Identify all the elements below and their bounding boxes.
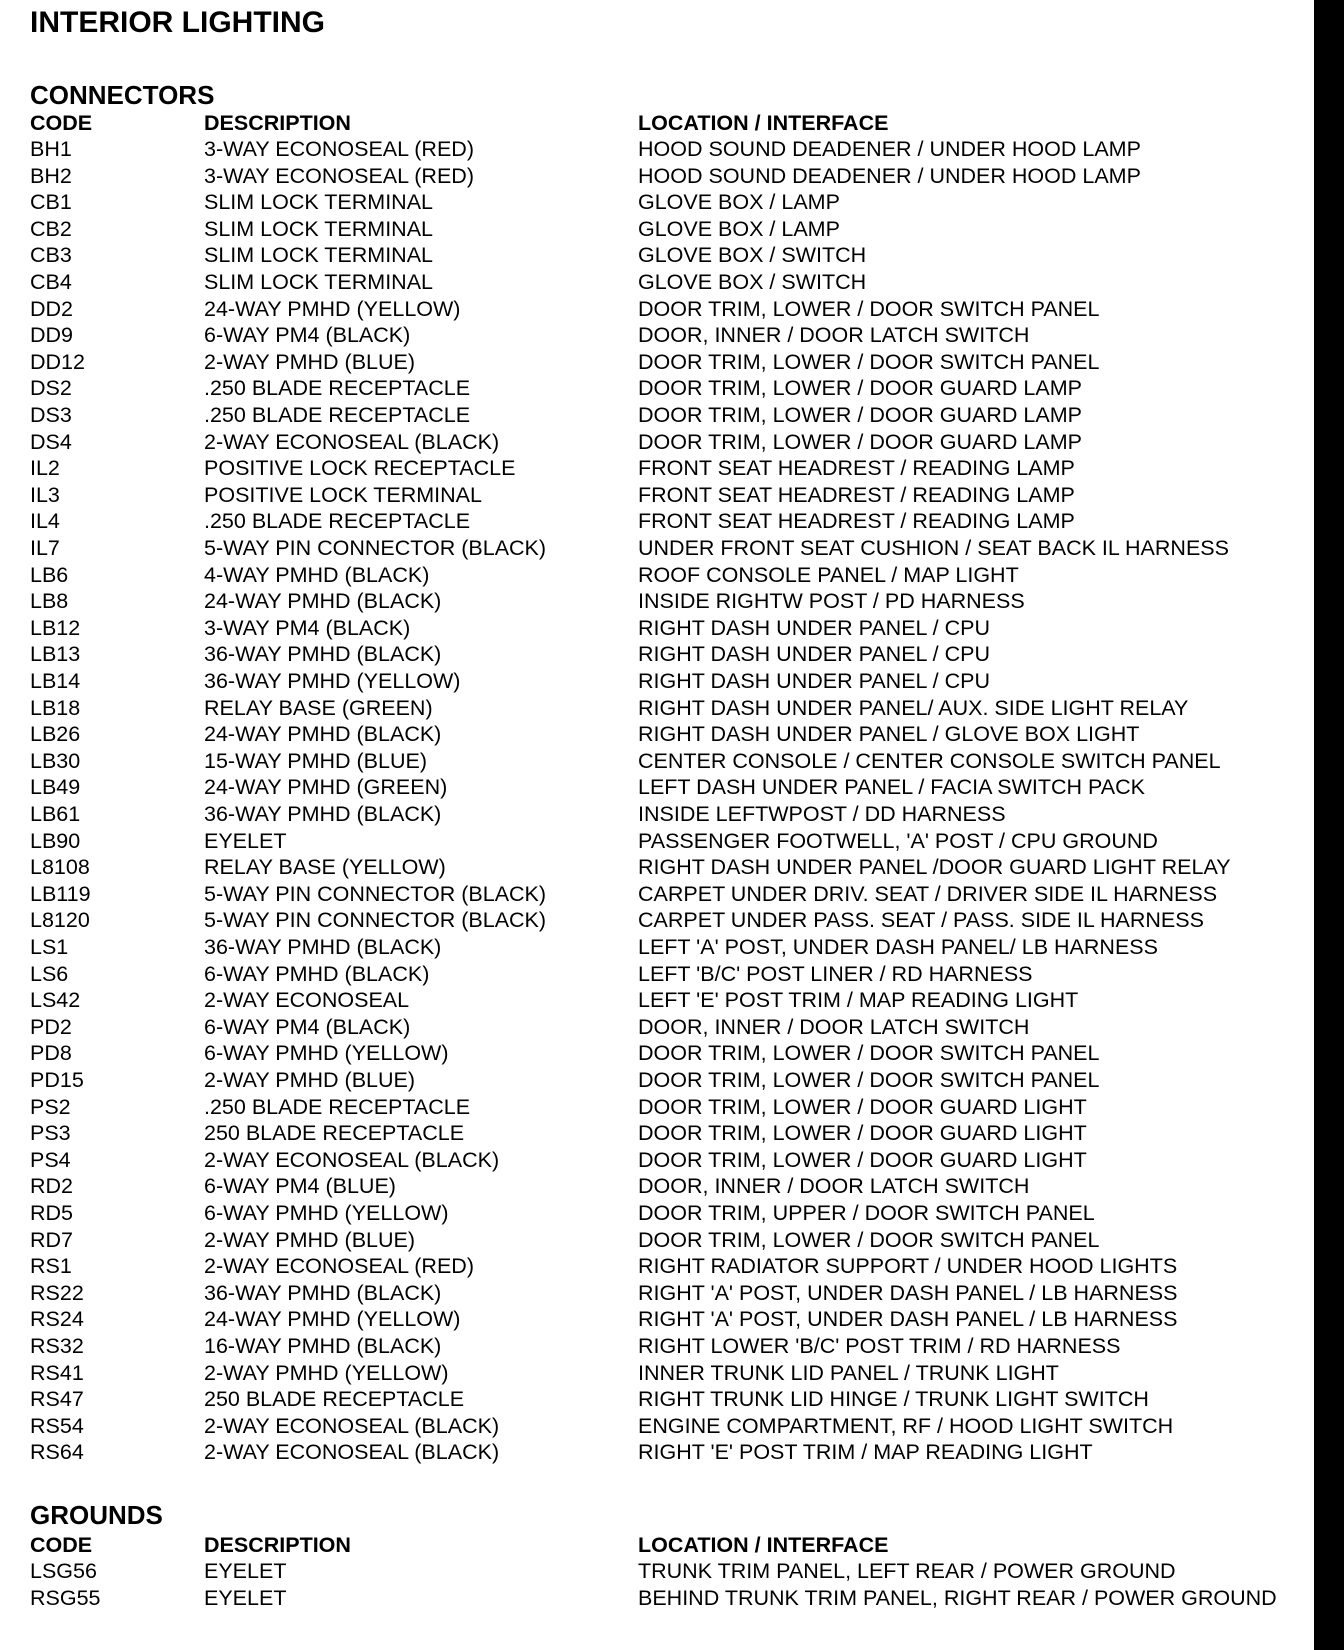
cell-location: DOOR TRIM, LOWER / DOOR SWITCH PANEL <box>638 349 1100 374</box>
cell-location: UNDER FRONT SEAT CUSHION / SEAT BACK IL HARNESS <box>638 536 1229 560</box>
table-row <box>30 1413 1310 1440</box>
cell-location: DOOR TRIM, LOWER / DOOR GUARD LAMP <box>638 376 1082 401</box>
cell-code: BH2 <box>30 163 72 188</box>
table-row <box>30 1585 1310 1612</box>
cell-location: CARPET UNDER DRIV. SEAT / DRIVER SIDE IL HARNESS <box>638 881 1218 906</box>
cell-location: INSIDE RIGHTW POST / PD HARNESS <box>638 589 1025 614</box>
cell-description: 6-WAY PM4 (BLACK) <box>204 323 411 348</box>
cell-location: RIGHT DASH UNDER PANEL / CPU <box>638 615 991 640</box>
cell-location: GLOVE BOX / LAMP <box>638 216 840 241</box>
column-header-description: DESCRIPTION <box>204 1533 351 1557</box>
cell-description: 36-WAY PMHD (BLACK) <box>204 802 442 826</box>
cell-description: 24-WAY PMHD (YELLOW) <box>204 1307 461 1332</box>
cell-code: DS2 <box>30 376 72 401</box>
table-row <box>30 615 1310 642</box>
cell-description: 5-WAY PIN CONNECTOR (BLACK) <box>204 881 547 906</box>
cell-code: CB3 <box>30 243 72 268</box>
cell-code: RSG55 <box>30 1585 101 1610</box>
cell-description: SLIM LOCK TERMINAL <box>204 270 433 294</box>
cell-code: LB12 <box>30 615 81 640</box>
table-row <box>30 854 1310 881</box>
cell-description: 2-WAY ECONOSEAL <box>204 988 410 1013</box>
cell-location: CARPET UNDER PASS. SEAT / PASS. SIDE IL HARNESS <box>638 908 1204 933</box>
cell-code: LS1 <box>30 935 69 959</box>
grounds-heading: GROUNDS <box>30 1500 163 1530</box>
cell-description: EYELET <box>204 1585 287 1610</box>
cell-location: RIGHT 'A' POST, UNDER DASH PANEL / LB HARNESS <box>638 1307 1178 1332</box>
table-row <box>30 1280 1310 1307</box>
table-row <box>30 429 1310 456</box>
cell-location: DOOR TRIM, LOWER / DOOR SWITCH PANEL <box>638 1068 1100 1092</box>
table-row <box>30 402 1310 429</box>
cell-code: IL7 <box>30 536 60 560</box>
cell-description: 4-WAY PMHD (BLACK) <box>204 562 430 587</box>
cell-description: .250 BLADE RECEPTACLE <box>204 509 471 534</box>
table-row <box>30 721 1310 748</box>
cell-code: RD7 <box>30 1227 74 1252</box>
cell-code: RS41 <box>30 1360 84 1385</box>
cell-code: RS1 <box>30 1254 72 1279</box>
cell-description: 2-WAY ECONOSEAL (BLACK) <box>204 1413 500 1438</box>
cell-location: GLOVE BOX / SWITCH <box>638 243 867 268</box>
table-row <box>30 588 1310 615</box>
cell-description: SLIM LOCK TERMINAL <box>204 190 433 215</box>
cell-location: BEHIND TRUNK TRIM PANEL, RIGHT REAR / POWER GROUND <box>638 1585 1277 1610</box>
table-row <box>30 455 1310 482</box>
column-header-description: DESCRIPTION <box>204 111 351 135</box>
cell-location: RIGHT 'E' POST TRIM / MAP READING LIGHT <box>638 1440 1093 1465</box>
cell-description: 15-WAY PMHD (BLUE) <box>204 748 427 773</box>
grounds-table-header <box>30 1532 1310 1559</box>
cell-description: SLIM LOCK TERMINAL <box>204 216 433 241</box>
cell-location: INNER TRUNK LID PANEL / TRUNK LIGHT <box>638 1360 1059 1385</box>
table-row <box>30 163 1310 190</box>
cell-location: RIGHT DASH UNDER PANEL /DOOR GUARD LIGHT RELAY <box>638 855 1231 880</box>
cell-location: DOOR TRIM, UPPER / DOOR SWITCH PANEL <box>638 1201 1095 1225</box>
cell-description: 3-WAY PM4 (BLACK) <box>204 615 411 640</box>
cell-code: RS22 <box>30 1280 84 1305</box>
cell-location: RIGHT DASH UNDER PANEL/ AUX. SIDE LIGHT RELAY <box>638 695 1189 720</box>
cell-description: 36-WAY PMHD (YELLOW) <box>204 669 461 693</box>
cell-location: ENGINE COMPARTMENT, RF / HOOD LIGHT SWITCH <box>638 1413 1174 1438</box>
cell-code: CB4 <box>30 270 72 294</box>
cell-description: 6-WAY PMHD (BLACK) <box>204 961 430 986</box>
cell-location: FRONT SEAT HEADREST / READING LAMP <box>638 509 1075 534</box>
cell-description: 3-WAY ECONOSEAL (RED) <box>204 137 474 161</box>
table-row <box>30 1094 1310 1121</box>
cell-code: CB2 <box>30 216 72 241</box>
column-header-code: CODE <box>30 1533 93 1557</box>
cell-code: LB14 <box>30 669 81 693</box>
cell-location: PASSENGER FOOTWELL, 'A' POST / CPU GROUND <box>638 828 1158 853</box>
page-title: INTERIOR LIGHTING <box>30 6 325 39</box>
cell-code: L8120 <box>30 908 90 933</box>
cell-code: LB61 <box>30 802 81 826</box>
cell-location: DOOR TRIM, LOWER / DOOR GUARD LAMP <box>638 429 1082 454</box>
cell-code: LS42 <box>30 988 81 1013</box>
cell-description: 250 BLADE RECEPTACLE <box>204 1387 465 1412</box>
cell-description: 250 BLADE RECEPTACLE <box>204 1121 465 1146</box>
table-row <box>30 801 1310 828</box>
cell-description: POSITIVE LOCK TERMINAL <box>204 482 482 507</box>
cell-description: 3-WAY ECONOSEAL (RED) <box>204 163 474 188</box>
column-header-location: LOCATION / INTERFACE <box>638 111 889 135</box>
cell-code: RD5 <box>30 1201 74 1225</box>
table-row <box>30 881 1310 908</box>
cell-code: LB90 <box>30 828 81 853</box>
cell-description: 2-WAY ECONOSEAL (RED) <box>204 1254 474 1279</box>
table-row <box>30 1439 1310 1466</box>
cell-description: 2-WAY PMHD (BLUE) <box>204 1068 416 1092</box>
table-row <box>30 216 1310 243</box>
cell-code: RS32 <box>30 1334 84 1358</box>
table-row <box>30 562 1310 589</box>
cell-location: DOOR, INNER / DOOR LATCH SWITCH <box>638 1014 1030 1039</box>
cell-code: PS2 <box>30 1094 71 1119</box>
table-row <box>30 1014 1310 1041</box>
cell-description: .250 BLADE RECEPTACLE <box>204 403 471 427</box>
table-row <box>30 641 1310 668</box>
cell-code: PD2 <box>30 1014 72 1039</box>
cell-description: 6-WAY PMHD (YELLOW) <box>204 1041 449 1066</box>
table-row <box>30 482 1310 509</box>
cell-code: DS4 <box>30 429 72 454</box>
table-row <box>30 695 1310 722</box>
cell-code: RS47 <box>30 1387 84 1412</box>
cell-code: RD2 <box>30 1174 74 1199</box>
cell-code: CB1 <box>30 190 72 215</box>
cell-code: DD2 <box>30 296 74 321</box>
cell-location: FRONT SEAT HEADREST / READING LAMP <box>638 456 1075 481</box>
table-row <box>30 269 1310 296</box>
cell-location: DOOR TRIM, LOWER / DOOR SWITCH PANEL <box>638 296 1100 321</box>
cell-code: IL4 <box>30 509 60 534</box>
cell-location: RIGHT DASH UNDER PANEL / CPU <box>638 669 991 693</box>
cell-description: POSITIVE LOCK RECEPTACLE <box>204 456 516 481</box>
cell-description: 24-WAY PMHD (BLACK) <box>204 722 442 747</box>
cell-description: 2-WAY ECONOSEAL (BLACK) <box>204 1440 500 1465</box>
cell-location: DOOR, INNER / DOOR LATCH SWITCH <box>638 323 1030 348</box>
cell-location: DOOR TRIM, LOWER / DOOR GUARD LIGHT <box>638 1094 1087 1119</box>
cell-location: DOOR TRIM, LOWER / DOOR GUARD LIGHT <box>638 1147 1087 1172</box>
table-row <box>30 1067 1310 1094</box>
table-row <box>30 1558 1310 1585</box>
cell-description: EYELET <box>204 828 287 853</box>
table-row <box>30 508 1310 535</box>
cell-location: GLOVE BOX / LAMP <box>638 190 840 215</box>
cell-code: LS6 <box>30 961 69 986</box>
table-row <box>30 934 1310 961</box>
cell-description: RELAY BASE (GREEN) <box>204 695 433 720</box>
cell-code: LB49 <box>30 775 81 800</box>
cell-code: PD8 <box>30 1041 72 1066</box>
cell-code: LB18 <box>30 695 81 720</box>
cell-code: LSG56 <box>30 1559 97 1583</box>
cell-location: DOOR TRIM, LOWER / DOOR GUARD LAMP <box>638 403 1082 427</box>
cell-location: RIGHT RADIATOR SUPPORT / UNDER HOOD LIGHTS <box>638 1254 1178 1279</box>
table-row <box>30 987 1310 1014</box>
cell-code: PS3 <box>30 1121 71 1146</box>
cell-description: 24-WAY PMHD (BLACK) <box>204 589 442 614</box>
cell-description: 2-WAY PMHD (BLUE) <box>204 349 416 374</box>
table-row <box>30 1040 1310 1067</box>
cell-location: GLOVE BOX / SWITCH <box>638 270 867 294</box>
cell-description: 36-WAY PMHD (BLACK) <box>204 1280 442 1305</box>
table-row <box>30 1147 1310 1174</box>
cell-code: LB26 <box>30 722 81 747</box>
cell-location: ROOF CONSOLE PANEL / MAP LIGHT <box>638 562 1019 587</box>
connectors-table-header <box>30 110 1310 137</box>
table-row <box>30 1227 1310 1254</box>
cell-description: EYELET <box>204 1559 287 1583</box>
cell-location: DOOR, INNER / DOOR LATCH SWITCH <box>638 1174 1030 1199</box>
cell-location: DOOR TRIM, LOWER / DOOR SWITCH PANEL <box>638 1041 1100 1066</box>
cell-location: LEFT DASH UNDER PANEL / FACIA SWITCH PACK <box>638 775 1145 800</box>
table-row <box>30 535 1310 562</box>
table-row <box>30 1333 1310 1360</box>
cell-code: LB8 <box>30 589 69 614</box>
connectors-heading: CONNECTORS <box>30 80 215 110</box>
cell-description: .250 BLADE RECEPTACLE <box>204 1094 471 1119</box>
table-row <box>30 1253 1310 1280</box>
cell-location: INSIDE LEFTWPOST / DD HARNESS <box>638 802 1006 826</box>
cell-location: DOOR TRIM, LOWER / DOOR SWITCH PANEL <box>638 1227 1100 1252</box>
cell-code: RS54 <box>30 1413 84 1438</box>
cell-description: 24-WAY PMHD (GREEN) <box>204 775 448 800</box>
cell-description: 2-WAY PMHD (YELLOW) <box>204 1360 449 1385</box>
cell-location: DOOR TRIM, LOWER / DOOR GUARD LIGHT <box>638 1121 1087 1146</box>
cell-description: 2-WAY ECONOSEAL (BLACK) <box>204 1147 500 1172</box>
cell-location: RIGHT DASH UNDER PANEL / CPU <box>638 642 991 667</box>
cell-code: IL2 <box>30 456 60 481</box>
table-row <box>30 189 1310 216</box>
cell-description: .250 BLADE RECEPTACLE <box>204 376 471 401</box>
table-row <box>30 1200 1310 1227</box>
table-row <box>30 375 1310 402</box>
column-header-location: LOCATION / INTERFACE <box>638 1533 889 1557</box>
cell-location: LEFT 'E' POST TRIM / MAP READING LIGHT <box>638 988 1079 1013</box>
table-row <box>30 1386 1310 1413</box>
cell-code: LB30 <box>30 748 81 773</box>
cell-code: L8108 <box>30 855 90 880</box>
table-row <box>30 136 1310 163</box>
cell-location: HOOD SOUND DEADENER / UNDER HOOD LAMP <box>638 163 1141 188</box>
cell-location: RIGHT LOWER 'B/C' POST TRIM / RD HARNESS <box>638 1334 1121 1358</box>
table-row <box>30 322 1310 349</box>
cell-description: 6-WAY PM4 (BLACK) <box>204 1014 411 1039</box>
table-row <box>30 1173 1310 1200</box>
cell-description: 24-WAY PMHD (YELLOW) <box>204 296 461 321</box>
cell-code: DD12 <box>30 349 85 374</box>
cell-location: RIGHT TRUNK LID HINGE / TRUNK LIGHT SWITCH <box>638 1387 1149 1412</box>
cell-location: HOOD SOUND DEADENER / UNDER HOOD LAMP <box>638 137 1141 161</box>
cell-location: RIGHT 'A' POST, UNDER DASH PANEL / LB HARNESS <box>638 1280 1178 1305</box>
cell-location: RIGHT DASH UNDER PANEL / GLOVE BOX LIGHT <box>638 722 1140 747</box>
table-row <box>30 774 1310 801</box>
table-row <box>30 242 1310 269</box>
cell-location: TRUNK TRIM PANEL, LEFT REAR / POWER GROUND <box>638 1559 1176 1583</box>
cell-code: RS64 <box>30 1440 84 1465</box>
cell-code: IL3 <box>30 482 60 507</box>
cell-code: DS3 <box>30 403 72 427</box>
cell-code: LB119 <box>30 881 91 906</box>
cell-code: BH1 <box>30 137 72 161</box>
table-row <box>30 828 1310 855</box>
cell-code: LB13 <box>30 642 81 667</box>
table-row <box>30 961 1310 988</box>
table-row <box>30 349 1310 376</box>
cell-description: 6-WAY PM4 (BLUE) <box>204 1174 396 1199</box>
table-row <box>30 296 1310 323</box>
cell-description: RELAY BASE (YELLOW) <box>204 855 446 880</box>
cell-description: 5-WAY PIN CONNECTOR (BLACK) <box>204 536 547 560</box>
column-header-code: CODE <box>30 111 93 135</box>
table-row <box>30 907 1310 934</box>
cell-description: 5-WAY PIN CONNECTOR (BLACK) <box>204 908 547 933</box>
cell-location: CENTER CONSOLE / CENTER CONSOLE SWITCH PANEL <box>638 748 1221 773</box>
table-row <box>30 1120 1310 1147</box>
table-row <box>30 748 1310 775</box>
cell-description: SLIM LOCK TERMINAL <box>204 243 433 268</box>
cell-description: 2-WAY PMHD (BLUE) <box>204 1227 416 1252</box>
cell-location: FRONT SEAT HEADREST / READING LAMP <box>638 482 1075 507</box>
table-row <box>30 668 1310 695</box>
table-row <box>30 1306 1310 1333</box>
page-edge-bar <box>1314 0 1344 1650</box>
cell-location: LEFT 'A' POST, UNDER DASH PANEL/ LB HARNESS <box>638 935 1158 959</box>
cell-description: 6-WAY PMHD (YELLOW) <box>204 1201 449 1225</box>
cell-description: 36-WAY PMHD (BLACK) <box>204 935 442 959</box>
cell-code: DD9 <box>30 323 74 348</box>
cell-description: 16-WAY PMHD (BLACK) <box>204 1334 442 1358</box>
table-row <box>30 1360 1310 1387</box>
cell-description: 2-WAY ECONOSEAL (BLACK) <box>204 429 500 454</box>
cell-description: 36-WAY PMHD (BLACK) <box>204 642 442 667</box>
cell-location: LEFT 'B/C' POST LINER / RD HARNESS <box>638 961 1033 986</box>
cell-code: RS24 <box>30 1307 84 1332</box>
cell-code: PS4 <box>30 1147 71 1172</box>
cell-code: PD15 <box>30 1068 84 1092</box>
cell-code: LB6 <box>30 562 69 587</box>
